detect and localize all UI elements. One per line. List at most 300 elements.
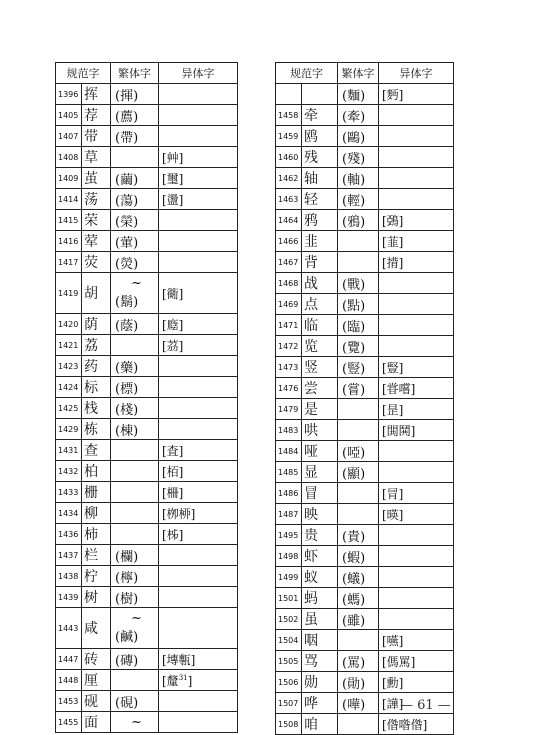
entry-number: 1466 (276, 231, 302, 252)
standard-char: 览 (302, 336, 338, 357)
table-row (56, 649, 238, 670)
traditional-cell (111, 440, 159, 461)
table-row (276, 672, 454, 693)
variant-cell (159, 712, 238, 733)
entry-number: 1471 (276, 315, 302, 336)
variant-cell (159, 356, 238, 377)
traditional-cell (111, 524, 159, 545)
variant-cell (159, 419, 238, 440)
standard-char: 鸦 (302, 210, 338, 231)
entry-number: 1458 (276, 105, 302, 126)
entry-number: 1431 (56, 440, 82, 461)
variant-cell (159, 608, 238, 649)
entry-number: 1437 (56, 545, 82, 566)
standard-char: 草 (82, 147, 111, 168)
variant-cell (159, 231, 238, 252)
variant-cell (379, 588, 454, 609)
variant-cell (379, 105, 454, 126)
traditional-cell: ~ (111, 712, 159, 733)
variant-cell (379, 546, 454, 567)
standard-char: 厘 (82, 670, 111, 691)
table-row (56, 252, 238, 273)
table-row (276, 441, 454, 462)
traditional-cell (111, 273, 159, 314)
traditional-cell: (棧) (111, 398, 159, 419)
entry-number: 1486 (276, 483, 302, 504)
variant-cell: [偺喒偺] (379, 714, 454, 735)
variant-cell: [暎] (379, 504, 454, 525)
entry-number: 1438 (56, 566, 82, 587)
variant-cell (379, 315, 454, 336)
entry-number: 1462 (276, 168, 302, 189)
standard-char: 荡 (82, 189, 111, 210)
entry-number: 1505 (276, 651, 302, 672)
variant-cell (159, 84, 238, 105)
standard-char: 药 (82, 356, 111, 377)
standard-char: 牵 (302, 105, 338, 126)
table-row (276, 231, 454, 252)
table-row (276, 651, 454, 672)
entry-number: 1436 (56, 524, 82, 545)
standard-char: 砚 (82, 691, 111, 712)
table-row (276, 462, 454, 483)
table-row (56, 84, 238, 105)
standard-char: 咽 (302, 630, 338, 651)
traditional-cell: (鴉) (338, 210, 379, 231)
traditional-cell: (鷗) (338, 126, 379, 147)
traditional-cell: (點) (338, 294, 379, 315)
traditional-cell: (嘗) (338, 378, 379, 399)
table-row (56, 712, 238, 733)
standard-char: 砖 (82, 649, 111, 670)
traditional-char: (鬍) (115, 295, 139, 310)
standard-char: 轴 (302, 168, 338, 189)
standard-char: 韭 (302, 231, 338, 252)
standard-char: 栏 (82, 545, 111, 566)
table-row (276, 714, 454, 735)
table-row (56, 419, 238, 440)
entry-number: 1459 (276, 126, 302, 147)
table-row (56, 524, 238, 545)
entry-number: 1464 (276, 210, 302, 231)
entry-number: 1421 (56, 335, 82, 356)
entry-number: 1476 (276, 378, 302, 399)
traditional-cell: (蟻) (338, 567, 379, 588)
traditional-cell: (豎) (338, 357, 379, 378)
table-row (276, 315, 454, 336)
entry-number: 1429 (56, 419, 82, 440)
variant-cell (159, 377, 238, 398)
variant-cell (159, 691, 238, 712)
traditional-cell: (罵) (338, 651, 379, 672)
table-row (276, 567, 454, 588)
traditional-cell (111, 461, 159, 482)
standard-char: 栋 (82, 419, 111, 440)
entry-number: 1447 (56, 649, 82, 670)
standard-char: 荫 (82, 314, 111, 335)
table-row (276, 525, 454, 546)
traditional-tilde: ~ (131, 276, 142, 291)
table-row (276, 399, 454, 420)
variant-cell: [査] (159, 440, 238, 461)
traditional-cell: (顯) (338, 462, 379, 483)
standard-char: 虾 (302, 546, 338, 567)
standard-char: 荔 (82, 335, 111, 356)
entry-number: 1408 (56, 147, 82, 168)
standard-char: 残 (302, 147, 338, 168)
variant-cell (379, 273, 454, 294)
standard-char: 标 (82, 377, 111, 398)
table-row (56, 608, 238, 649)
variant-cell: [豎] (379, 357, 454, 378)
standard-char: 临 (302, 315, 338, 336)
entry-number: 1423 (56, 356, 82, 377)
footnote-mark: 31 (178, 673, 188, 682)
table-row (56, 189, 238, 210)
traditional-cell: (棟) (111, 419, 159, 440)
entry-number: 1463 (276, 189, 302, 210)
table-row (276, 420, 454, 441)
traditional-cell: (蔭) (111, 314, 159, 335)
standard-char: 映 (302, 504, 338, 525)
header-standard: 规范字 (276, 63, 338, 84)
table-row (276, 483, 454, 504)
left-table-body (56, 84, 238, 733)
standard-char: 轻 (302, 189, 338, 210)
entry-number: 1504 (276, 630, 302, 651)
standard-char: 咸 (82, 608, 111, 649)
standard-char: 树 (82, 587, 111, 608)
standard-char: 背 (302, 252, 338, 273)
standard-char: 竖 (302, 357, 338, 378)
left-header-row (56, 63, 238, 84)
standard-char: 尝 (302, 378, 338, 399)
entry-number: 1419 (56, 273, 82, 314)
variant-cell (159, 105, 238, 126)
variant-cell (159, 398, 238, 419)
standard-char: 柏 (82, 461, 111, 482)
table-row (56, 335, 238, 356)
entry-number: 1414 (56, 189, 82, 210)
traditional-cell: (貴) (338, 525, 379, 546)
standard-char: 是 (302, 399, 338, 420)
table-row (56, 314, 238, 335)
standard-char: 查 (82, 440, 111, 461)
entry-number: 1453 (56, 691, 82, 712)
table-row (56, 482, 238, 503)
table-row (276, 609, 454, 630)
standard-char: 骂 (302, 651, 338, 672)
table-row (276, 588, 454, 609)
traditional-cell: (榮) (111, 210, 159, 231)
table-row (276, 357, 454, 378)
table-row (56, 147, 238, 168)
table-row (276, 126, 454, 147)
standard-char: 面 (82, 712, 111, 733)
table-row (56, 105, 238, 126)
traditional-cell: (硯) (111, 691, 159, 712)
traditional-cell: (標) (111, 377, 159, 398)
entry-number: 1467 (276, 252, 302, 273)
variant-cell (159, 210, 238, 231)
variant-cell: [塼甎] (159, 649, 238, 670)
table-row (276, 294, 454, 315)
traditional-cell: (殘) (338, 147, 379, 168)
entry-number: 1448 (56, 670, 82, 691)
table-row (56, 503, 238, 524)
standard-char: 带 (82, 126, 111, 147)
variant-cell: [勳] (379, 672, 454, 693)
variant-cell: [冐] (379, 483, 454, 504)
standard-char: 荣 (82, 210, 111, 231)
table-row (276, 378, 454, 399)
variant-cell (379, 126, 454, 147)
variant-cell (379, 525, 454, 546)
traditional-cell (338, 420, 379, 441)
standard-char: 柿 (82, 524, 111, 545)
table-row (276, 189, 454, 210)
entry-number: 1499 (276, 567, 302, 588)
variant-char: [釐 (162, 673, 179, 688)
variant-cell (379, 441, 454, 462)
header-traditional: 繁体字 (338, 63, 379, 84)
entry-number: 1396 (56, 84, 82, 105)
variant-cell (379, 336, 454, 357)
traditional-cell: (麵) (338, 84, 379, 105)
variant-cell: [閧鬨] (379, 420, 454, 441)
entry-number: 1508 (276, 714, 302, 735)
standard-char: 哑 (302, 441, 338, 462)
entry-number: 1473 (276, 357, 302, 378)
standard-char: 荧 (82, 252, 111, 273)
traditional-tilde: ~ (131, 611, 142, 626)
right-character-table (275, 62, 454, 735)
standard-char: 显 (302, 462, 338, 483)
header-variant: 异体字 (379, 63, 454, 84)
traditional-cell: (臨) (338, 315, 379, 336)
entry-number: 1424 (56, 377, 82, 398)
variant-cell: [韮] (379, 231, 454, 252)
variant-cell (379, 567, 454, 588)
entry-number: 1501 (276, 588, 302, 609)
variant-cell (379, 189, 454, 210)
variant-cell: [嚥] (379, 630, 454, 651)
entry-number: 1498 (276, 546, 302, 567)
standard-char: 点 (302, 294, 338, 315)
variant-cell (379, 294, 454, 315)
table-row (56, 587, 238, 608)
variant-cell: [麪] (379, 84, 454, 105)
traditional-cell: (帶) (111, 126, 159, 147)
traditional-cell (338, 231, 379, 252)
traditional-cell (111, 670, 159, 691)
traditional-cell: (螞) (338, 588, 379, 609)
variant-cell: [譁] (379, 693, 454, 714)
variant-cell: [廕] (159, 314, 238, 335)
entry-number: 1434 (56, 503, 82, 524)
table-row (56, 231, 238, 252)
table-row (56, 398, 238, 419)
variant-cell: [栁桺] (159, 503, 238, 524)
standard-char: 栈 (82, 398, 111, 419)
entry-number: 1433 (56, 482, 82, 503)
variant-cell (159, 670, 238, 691)
table-row (56, 168, 238, 189)
entry-number: 1443 (56, 608, 82, 649)
entry-number: 1409 (56, 168, 82, 189)
traditional-cell (338, 483, 379, 504)
table-row (56, 461, 238, 482)
traditional-cell (338, 504, 379, 525)
table-row (276, 336, 454, 357)
traditional-cell (338, 252, 379, 273)
traditional-cell (111, 608, 159, 649)
table-row (56, 566, 238, 587)
standard-char: 蚁 (302, 567, 338, 588)
entry-number: 1495 (276, 525, 302, 546)
traditional-cell (338, 714, 379, 735)
table-row (276, 147, 454, 168)
entry-number: 1506 (276, 672, 302, 693)
entry-number: 1455 (56, 712, 82, 733)
standard-char: 咱 (302, 714, 338, 735)
table-row (56, 377, 238, 398)
standard-char: 哗 (302, 693, 338, 714)
left-character-table (55, 62, 238, 733)
variant-cell: [甞嚐] (379, 378, 454, 399)
entry-number: 1415 (56, 210, 82, 231)
header-variant: 异体字 (159, 63, 238, 84)
entry-number: 1425 (56, 398, 82, 419)
standard-char: 蚂 (302, 588, 338, 609)
traditional-cell: (熒) (111, 252, 159, 273)
traditional-cell: (葷) (111, 231, 159, 252)
traditional-cell: (磚) (111, 649, 159, 670)
variant-cell: [鵶] (379, 210, 454, 231)
entry-number: 1502 (276, 609, 302, 630)
traditional-cell (338, 630, 379, 651)
variant-close: ] (187, 673, 193, 688)
variant-cell: [柵] (159, 482, 238, 503)
header-traditional: 繁体字 (111, 63, 159, 84)
standard-char: 冒 (302, 483, 338, 504)
table-row (276, 210, 454, 231)
variant-cell: [艸] (159, 147, 238, 168)
table-row (56, 126, 238, 147)
entry-number: 1405 (56, 105, 82, 126)
standard-char: 胡 (82, 273, 111, 314)
traditional-cell: (軸) (338, 168, 379, 189)
variant-cell: [璽] (159, 168, 238, 189)
entry-number: 1507 (276, 693, 302, 714)
variant-cell (159, 126, 238, 147)
table-row (56, 356, 238, 377)
variant-cell: [傌罵] (379, 651, 454, 672)
traditional-cell: (嘩) (338, 693, 379, 714)
entry-number: 1439 (56, 587, 82, 608)
variant-cell (379, 609, 454, 630)
standard-char: 虽 (302, 609, 338, 630)
table-row (276, 273, 454, 294)
table-row (56, 545, 238, 566)
table-row (276, 504, 454, 525)
variant-cell (159, 252, 238, 273)
table-row (56, 691, 238, 712)
entry-number: 1479 (276, 399, 302, 420)
header-standard: 规范字 (56, 63, 111, 84)
table-row (56, 440, 238, 461)
traditional-cell: (覽) (338, 336, 379, 357)
traditional-cell: (揮) (111, 84, 159, 105)
traditional-cell: (蕩) (111, 189, 159, 210)
variant-cell: [茘] (159, 335, 238, 356)
variant-cell (379, 168, 454, 189)
variant-cell: [柹] (159, 524, 238, 545)
traditional-cell (111, 482, 159, 503)
table-row (276, 84, 454, 105)
standard-char: 鸥 (302, 126, 338, 147)
traditional-cell: (欄) (111, 545, 159, 566)
traditional-cell: (蝦) (338, 546, 379, 567)
table-row (276, 168, 454, 189)
variant-cell (379, 147, 454, 168)
table-row (56, 670, 238, 691)
entry-number: 1460 (276, 147, 302, 168)
right-header-row (276, 63, 454, 84)
traditional-cell: (繭) (111, 168, 159, 189)
entry-number: 1485 (276, 462, 302, 483)
standard-char: 柠 (82, 566, 111, 587)
entry-number (276, 84, 302, 105)
variant-cell (379, 462, 454, 483)
traditional-cell: (啞) (338, 441, 379, 462)
table-row (276, 105, 454, 126)
variant-cell: [盪] (159, 189, 238, 210)
entry-number: 1417 (56, 252, 82, 273)
entry-number: 1472 (276, 336, 302, 357)
traditional-cell: (牽) (338, 105, 379, 126)
table-row (56, 210, 238, 231)
entry-number: 1469 (276, 294, 302, 315)
traditional-cell: (輕) (338, 189, 379, 210)
entry-number: 1407 (56, 126, 82, 147)
table-row (276, 252, 454, 273)
variant-cell (159, 587, 238, 608)
standard-char (302, 84, 338, 105)
variant-cell: [昰] (379, 399, 454, 420)
variant-cell (159, 545, 238, 566)
standard-char: 战 (302, 273, 338, 294)
traditional-cell: (戰) (338, 273, 379, 294)
entry-number: 1487 (276, 504, 302, 525)
traditional-cell: (藥) (111, 356, 159, 377)
entry-number: 1416 (56, 231, 82, 252)
table-row (56, 273, 238, 314)
entry-number: 1484 (276, 441, 302, 462)
standard-char: 荤 (82, 231, 111, 252)
page-number: — 61 — (400, 698, 451, 713)
standard-char: 哄 (302, 420, 338, 441)
entry-number: 1483 (276, 420, 302, 441)
entry-number: 1468 (276, 273, 302, 294)
standard-char: 荐 (82, 105, 111, 126)
traditional-cell (111, 503, 159, 524)
standard-char: 栅 (82, 482, 111, 503)
standard-char: 勋 (302, 672, 338, 693)
standard-char: 贵 (302, 525, 338, 546)
traditional-cell: (雖) (338, 609, 379, 630)
traditional-cell (338, 399, 379, 420)
